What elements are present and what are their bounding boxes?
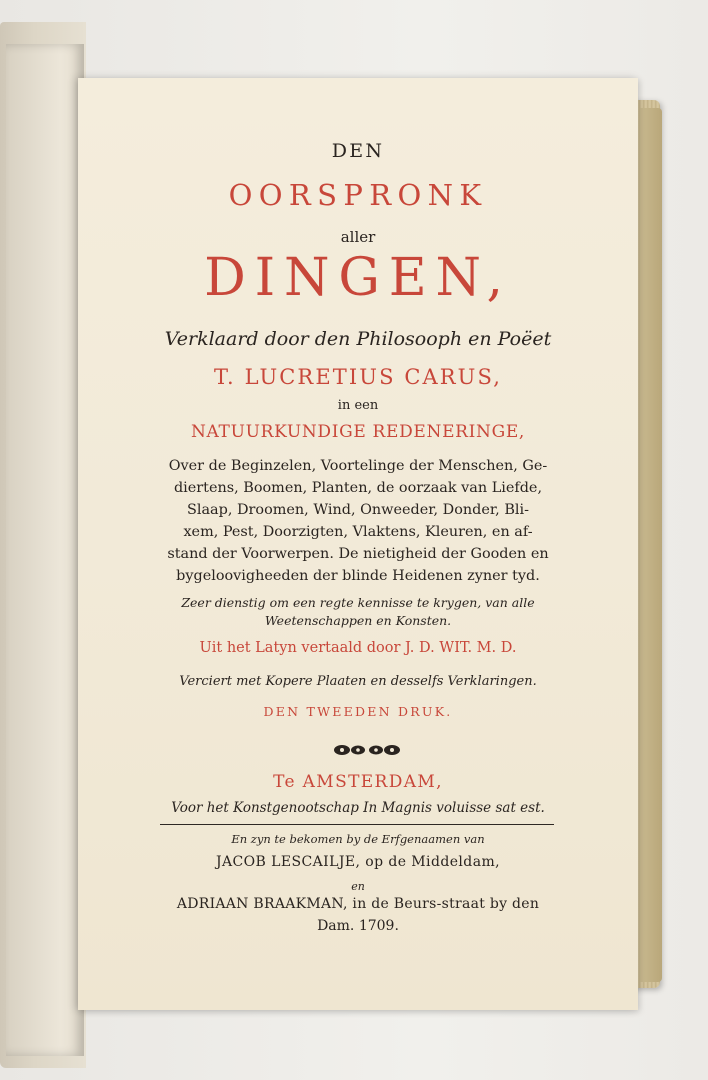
dam-line: Dam. 1709. bbox=[317, 918, 399, 934]
body-line: bygeloovigheeden der blinde Heidenen zyner tyd. bbox=[176, 568, 540, 584]
place-line: Te AMSTERDAM, bbox=[273, 772, 443, 792]
subtitle-verklaard: Verklaard door den Philosooph en Poëet bbox=[164, 328, 552, 350]
adriaan-line: ADRIAAN BRAAKMAN, in de Beurs-straat by den bbox=[176, 896, 540, 912]
book-left-page bbox=[6, 44, 84, 1056]
jacob-line: JACOB LESCAILJE, op de Middeldam, bbox=[215, 854, 501, 870]
bekomen-line: En zyn te bekomen by de Erfgenaamen van bbox=[231, 832, 485, 846]
author-name: T. LUCRETIUS CARUS, bbox=[214, 365, 502, 389]
zeer-line: Zeer dienstig om een regte kennisse te krygen, van alle bbox=[181, 595, 535, 610]
horizontal-rule bbox=[160, 824, 554, 825]
verciert-line: Verciert met Kopere Plaaten en desselfs Verklaringen. bbox=[179, 674, 537, 689]
title-oorspronk: OORSPRONK bbox=[228, 178, 488, 212]
body-line: Slaap, Droomen, Wind, Onweeder, Donder, Bli- bbox=[187, 502, 529, 518]
body-line: stand der Voorwerpen. De nietigheid der Gooden en bbox=[167, 546, 549, 562]
title-den: DEN bbox=[331, 140, 385, 162]
text-in-een: in een bbox=[337, 398, 379, 413]
title-aller: aller bbox=[340, 228, 376, 246]
publisher-line: Voor het Konstgenootschap In Magnis voluisse sat est. bbox=[171, 800, 545, 816]
translator-line: Uit het Latyn vertaald door J. D. WIT. M. D. bbox=[199, 640, 517, 656]
title-page bbox=[78, 78, 638, 1010]
title-dingen: DINGEN, bbox=[204, 248, 512, 308]
body-line: Over de Beginzelen, Voortelinge der Menschen, Ge- bbox=[168, 458, 548, 474]
fleuron-ornament-icon bbox=[332, 742, 402, 758]
zeer-line: Weetenschappen en Konsten. bbox=[264, 613, 452, 628]
body-line: xem, Pest, Doorzigten, Vlaktens, Kleuren, en af- bbox=[183, 524, 533, 540]
book-right-board bbox=[640, 108, 662, 982]
edition-line: DEN TWEEDEN DRUK. bbox=[263, 704, 453, 719]
text-natuurkundige: NATUURKUNDIGE REDENERINGE, bbox=[190, 422, 526, 442]
en-line: en bbox=[351, 880, 365, 893]
body-line: diertens, Boomen, Planten, de oorzaak van Liefde, bbox=[173, 480, 543, 496]
